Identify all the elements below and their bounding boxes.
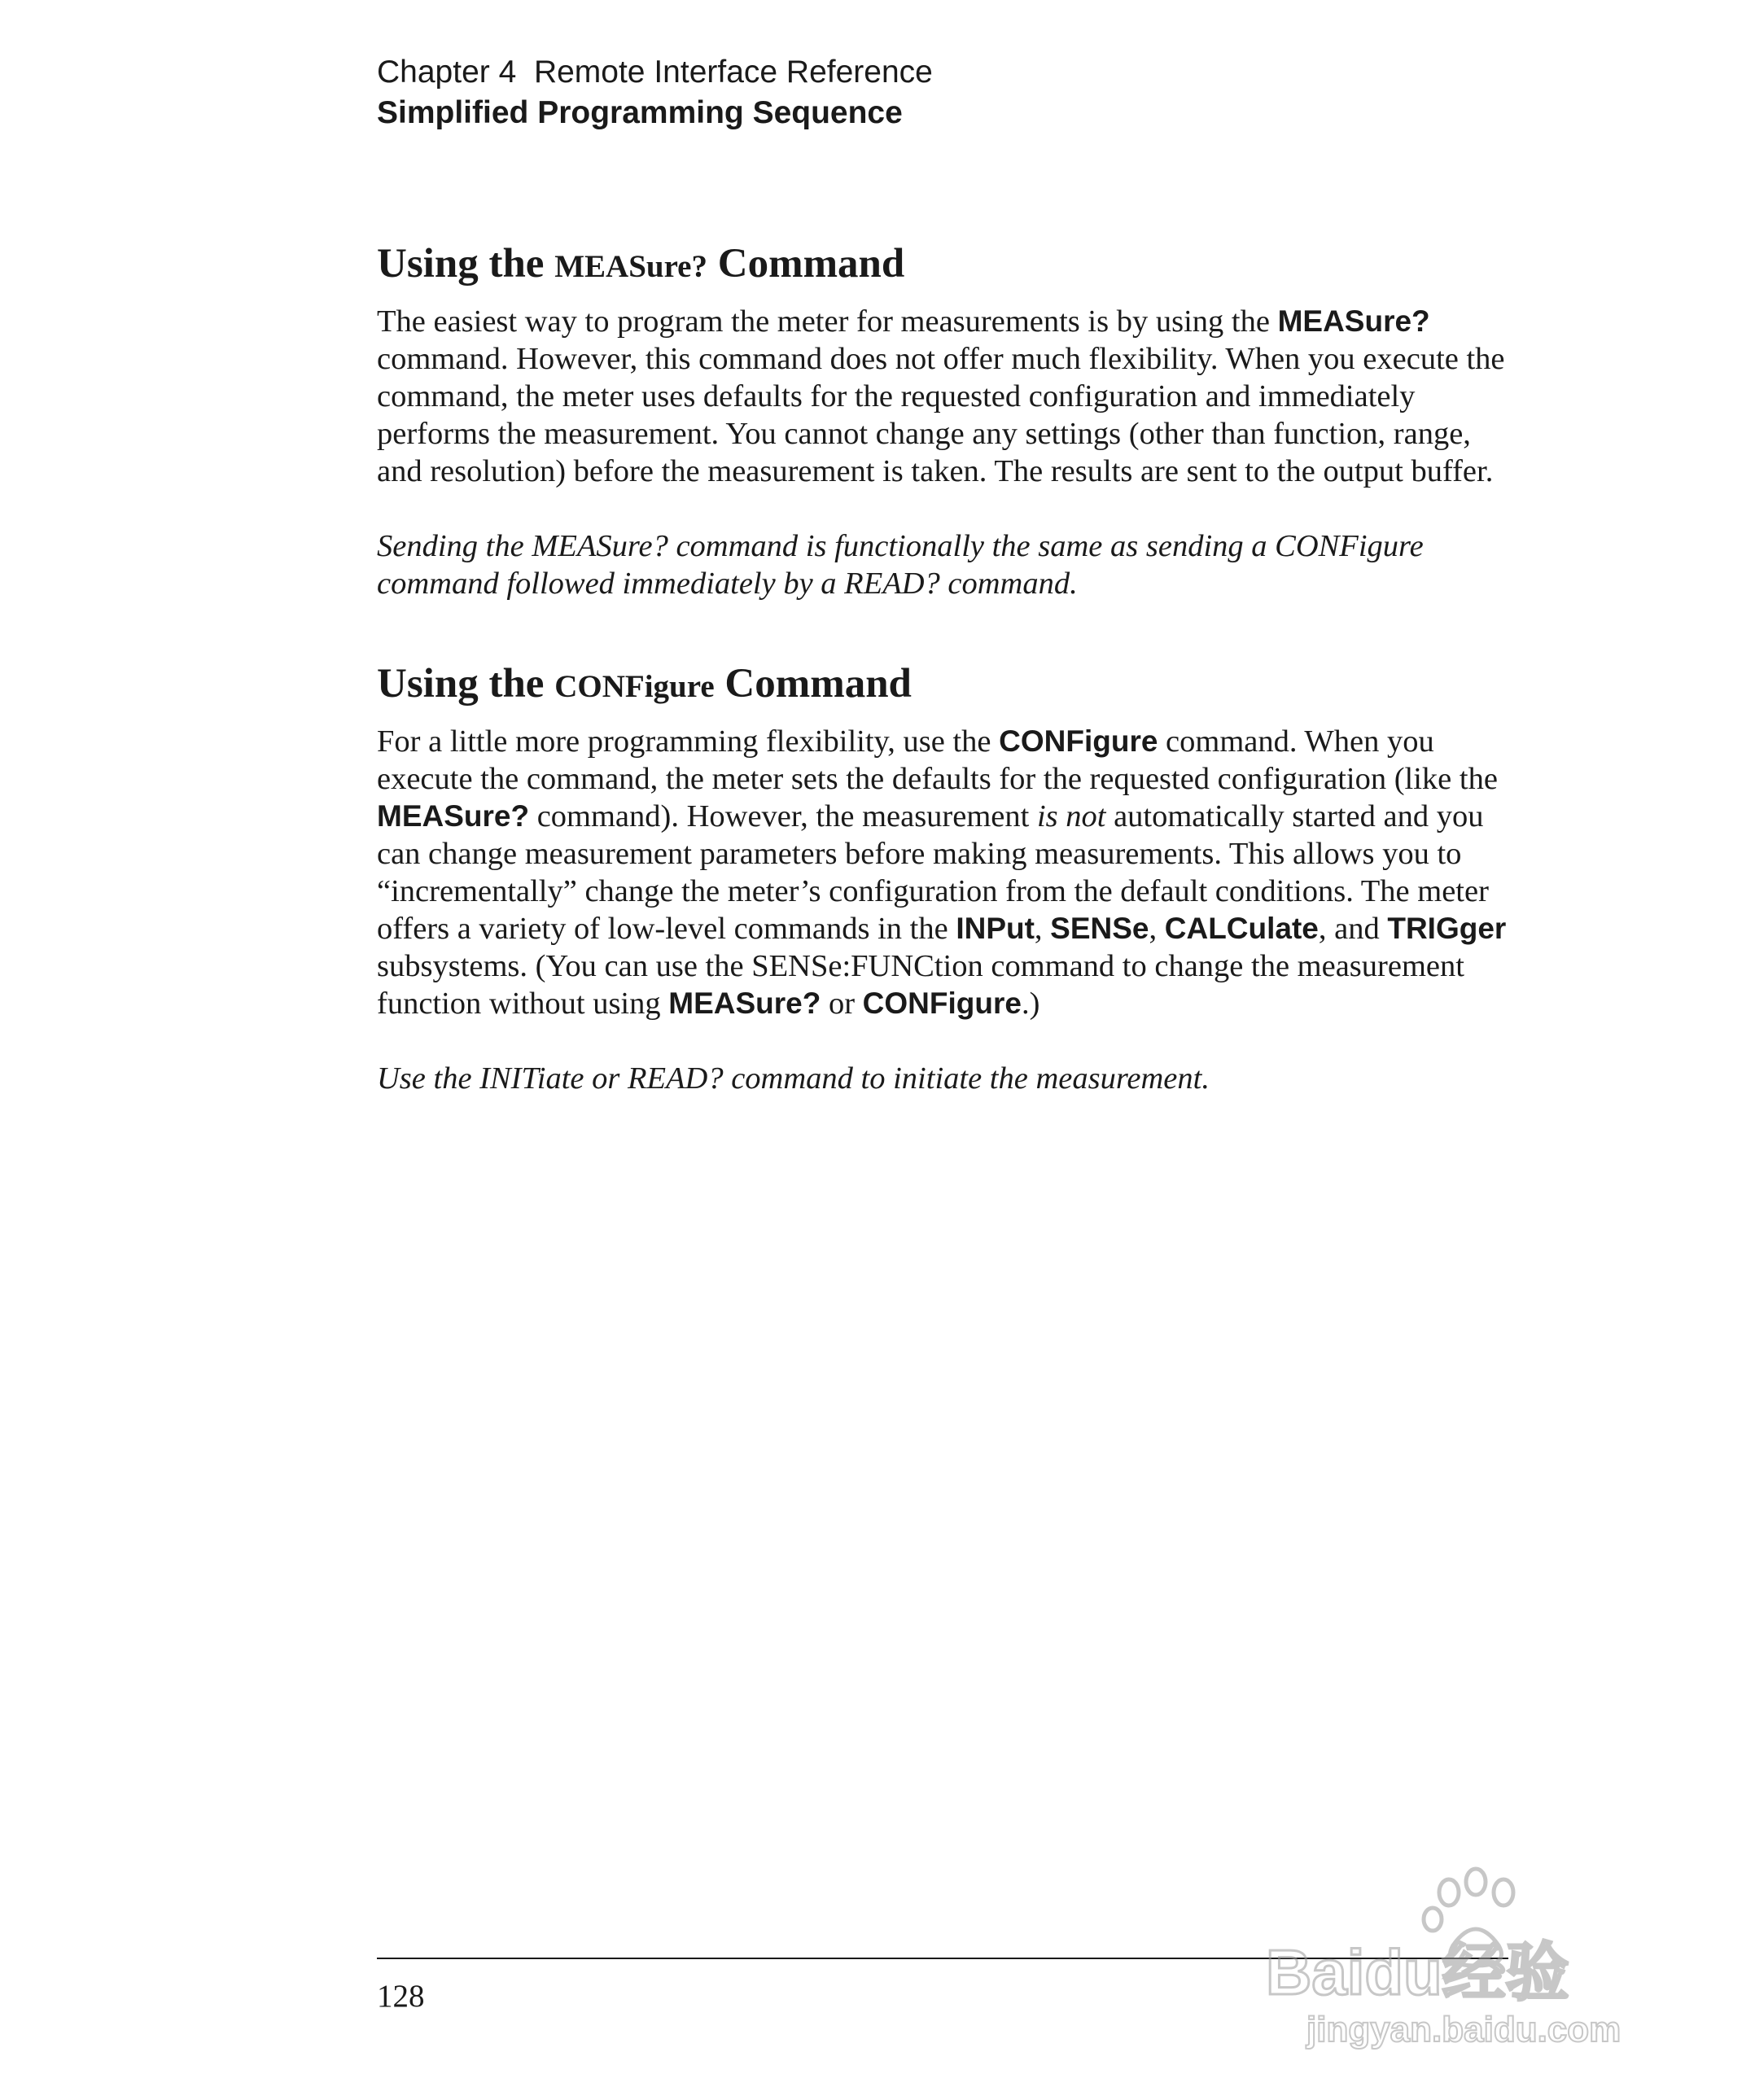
text-run: automatically started and you can change measurement parameters before making measurements. This allows you to “incrementally” change the meter’s configuration from the default conditions. The meter offers a variety of low-level commands in the — [377, 799, 1489, 946]
text-run: , — [1034, 912, 1051, 946]
measure-paragraph — [377, 303, 1508, 490]
watermark-url: jingyan.baidu.com — [1306, 2010, 1622, 2050]
page-number: 128 — [377, 1979, 425, 2014]
keyword-configure: CONFigure — [999, 724, 1158, 758]
text-run: command). However, the measurement — [529, 799, 1037, 833]
measure-note: Sending the MEASure? command is functionally the same as sending a CONFigure command followed immediately by a READ? command. — [377, 529, 1424, 601]
main-content — [377, 238, 1508, 1153]
measure-heading-post: Command — [707, 241, 905, 287]
keyword-trigger: TRIGger — [1387, 912, 1507, 945]
chapter-title: Chapter 4 Remote Interface Reference — [377, 55, 933, 90]
text-run: The easiest way to program the meter for measurements is by using the — [377, 304, 1278, 339]
text-run: command. When you execute the command, the meter sets the defaults for the requested configuration (like the — [377, 724, 1498, 796]
baidu-watermark-logo — [1258, 1856, 1681, 2051]
text-run: or — [821, 987, 863, 1021]
measure-heading — [377, 238, 1508, 293]
text-run: .) — [1021, 987, 1040, 1021]
keyword-measure: MEASure? — [377, 799, 530, 833]
keyword-calculate: CALCulate — [1164, 912, 1319, 945]
measure-heading-pre: Using the — [377, 241, 555, 287]
section-title: Simplified Programming Sequence — [377, 95, 903, 130]
keyword-measure: MEASure? — [668, 987, 821, 1020]
measure-heading-cmd: MEASure? — [554, 249, 707, 284]
text-run: subsystems. (You can use the SENSe:FUNCtion command to change the measurement function without using — [377, 949, 1464, 1021]
configure-heading-cmd: CONFigure — [554, 669, 715, 704]
running-header — [377, 52, 933, 133]
configure-heading-post: Command — [714, 661, 912, 707]
paw-icon — [1424, 1869, 1513, 1966]
emphasis-is-not: is not — [1036, 799, 1106, 833]
keyword-measure: MEASure? — [1277, 304, 1430, 338]
text-run: , and — [1318, 912, 1388, 946]
configure-note: Use the INITiate or READ? command to initiate the measurement. — [377, 1061, 1210, 1096]
watermark-brand: Baidu经验 — [1266, 1936, 1569, 2008]
configure-heading-pre: Using the — [377, 661, 555, 707]
text-run: , — [1149, 912, 1165, 946]
configure-heading — [377, 658, 1508, 713]
configure-paragraph — [377, 723, 1508, 1022]
text-run: command. However, this command does not offer much flexibility. When you execute the command, the meter uses defaults for the requested configuration and immediately performs the measurement. You cannot change any settings (other than function, range, and resolution) before the measurement is taken. The results are sent to the output buffer. — [377, 342, 1505, 488]
keyword-input: INPut — [956, 912, 1035, 945]
footer-rule — [377, 1958, 1508, 1959]
text-run: For a little more programming flexibility, use the — [377, 724, 1000, 759]
keyword-sense: SENSe — [1050, 912, 1149, 945]
keyword-configure: CONFigure — [862, 987, 1022, 1020]
